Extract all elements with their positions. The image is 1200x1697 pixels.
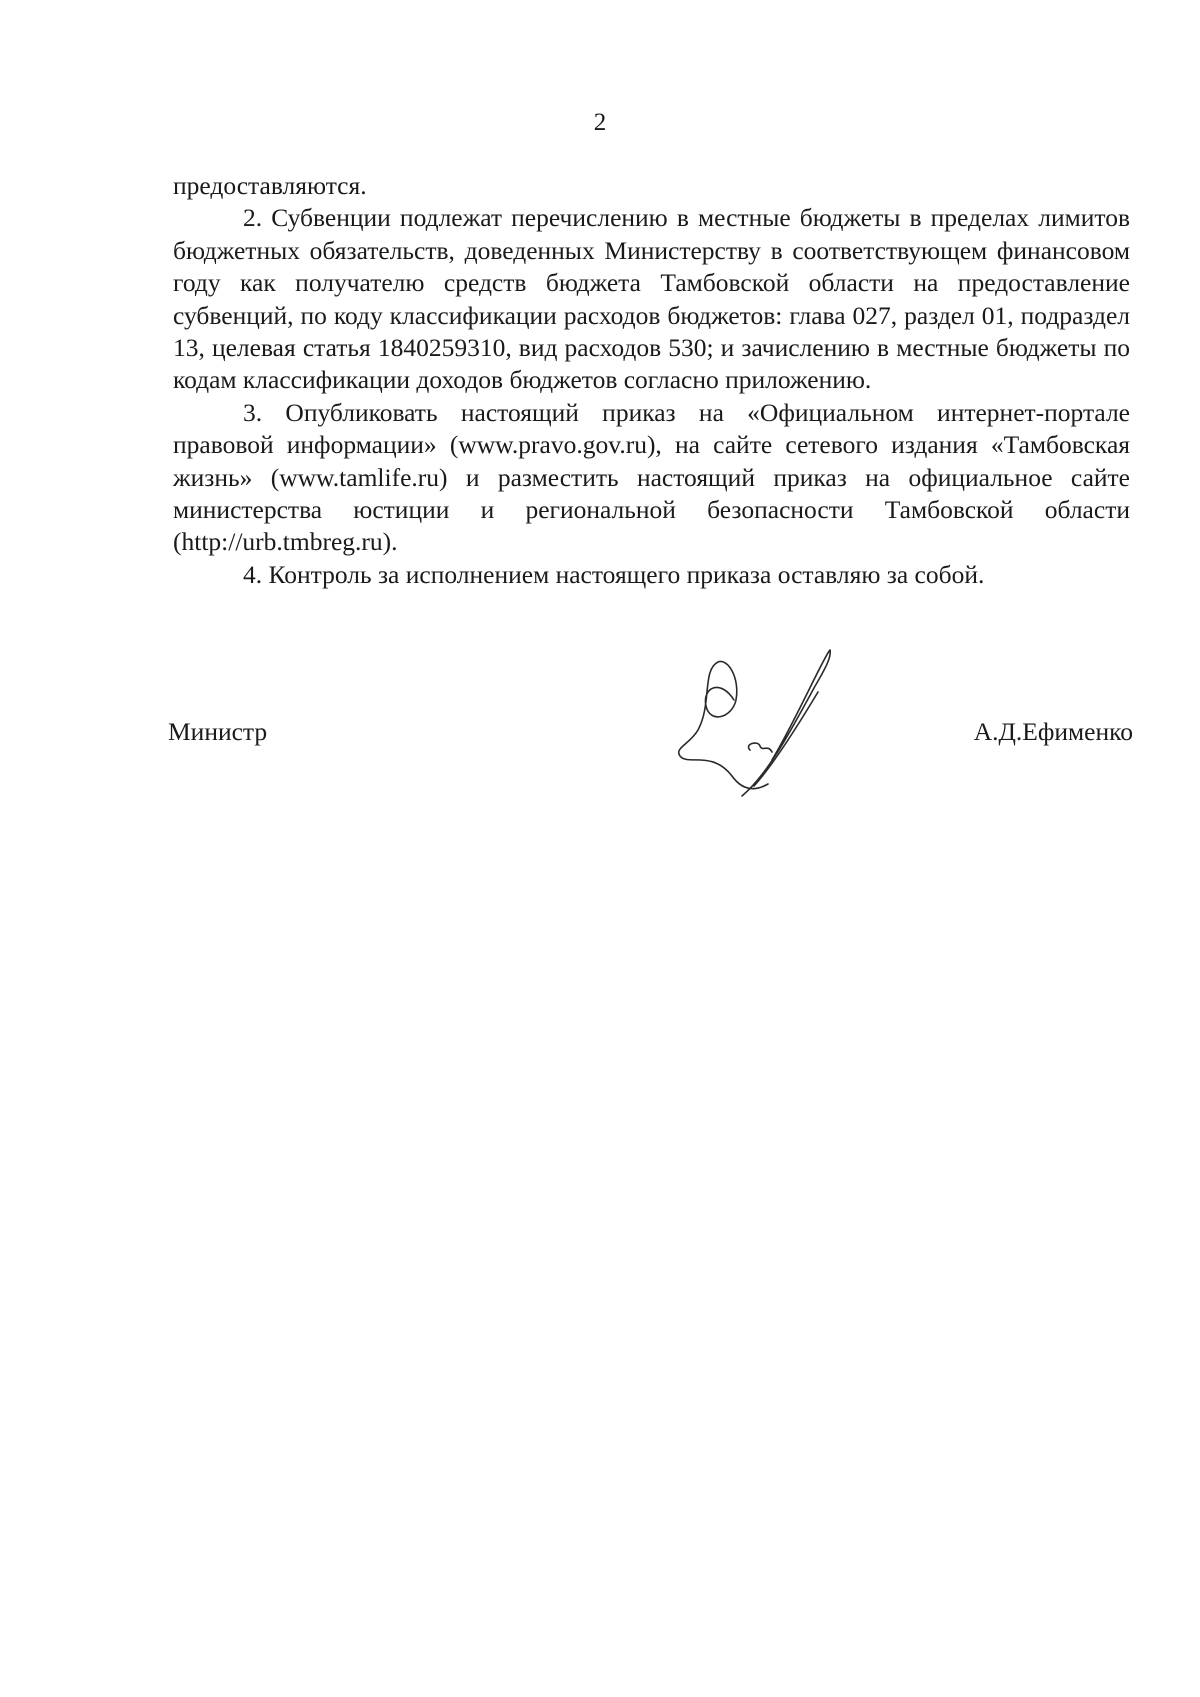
paragraph-item-2: 2. Субвенции подлежат перечислению в местные бюджеты в пределах лимитов бюджетных обязательств, доведенных Министерству в соответствующем финансовом году как получателю средств бюджета Тамбовской области на предоставление субвенций, по коду классификации расходов бюджетов: глава 027, раздел 01, подраздел 13, целевая статья 1840259310, вид расходов 530; и зачислению в местные бюджеты по кодам классификации доходов бюджетов согласно приложению. (173, 203, 1130, 395)
paragraph-item-3: 3. Опубликовать настоящий приказ на «Официальном интернет-портале правовой информации» (www.pravo.gov.ru), на сайте сетевого издания «Тамбовская жизнь» (www.tamlife.ru) и разместить настоящий приказ на официальное сайте министерства юстиции и региональной безопасности Тамбовской области (http://urb.tmbreg.ru). (173, 397, 1130, 557)
handwritten-signature (672, 648, 872, 800)
paragraph-item-4: 4. Контроль за исполнением настоящего приказа оставляю за собой. (243, 559, 985, 589)
paragraph-continuation: предоставляются. (173, 171, 367, 200)
page-number: 2 (593, 109, 607, 136)
document-body (173, 170, 1130, 591)
signature-block (0, 716, 1200, 756)
signer-position: Министр (168, 717, 268, 746)
signer-name: А.Д.Ефименко (973, 717, 1133, 746)
